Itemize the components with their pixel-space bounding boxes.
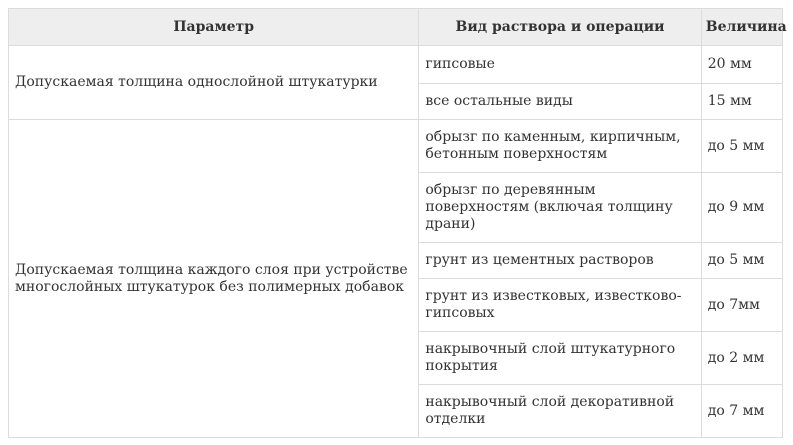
header-row <box>9 9 783 46</box>
value-cell: 20 мм <box>701 46 782 84</box>
operation-cell: накрывочный слой декоративной отделки <box>419 385 701 438</box>
specs-table <box>8 8 787 438</box>
param-cell: Допускаемая толщина каждого слоя при устройстве многослойных штукатурок без полимерных добавок <box>9 120 419 438</box>
param-cell: Допускаемая толщина однослойной штукатурки <box>9 46 419 120</box>
table-row <box>9 46 783 84</box>
value-cell: 15 мм <box>701 84 782 120</box>
header-operation: Вид раствора и операции <box>419 9 701 46</box>
value-cell: до 9 мм <box>701 173 782 243</box>
value-cell: до 7мм <box>701 279 782 332</box>
table-row <box>9 120 783 173</box>
operation-cell: гипсовые <box>419 46 701 84</box>
value-cell: до 5 мм <box>701 120 782 173</box>
operation-cell: обрызг по каменным, кирпичным, бетонным поверхностям <box>419 120 701 173</box>
value-cell: до 7 мм <box>701 385 782 438</box>
value-cell: до 2 мм <box>701 332 782 385</box>
operation-cell: грунт из известковых, известково-гипсовых <box>419 279 701 332</box>
operation-cell: грунт из цементных растворов <box>419 243 701 279</box>
header-value: Величина <box>701 9 782 46</box>
value-cell: до 5 мм <box>701 243 782 279</box>
operation-cell: все остальные виды <box>419 84 701 120</box>
operation-cell: накрывочный слой штукатурного покрытия <box>419 332 701 385</box>
header-param: Параметр <box>9 9 419 46</box>
operation-cell: обрызг по деревянным поверхностям (включая толщину драни) <box>419 173 701 243</box>
